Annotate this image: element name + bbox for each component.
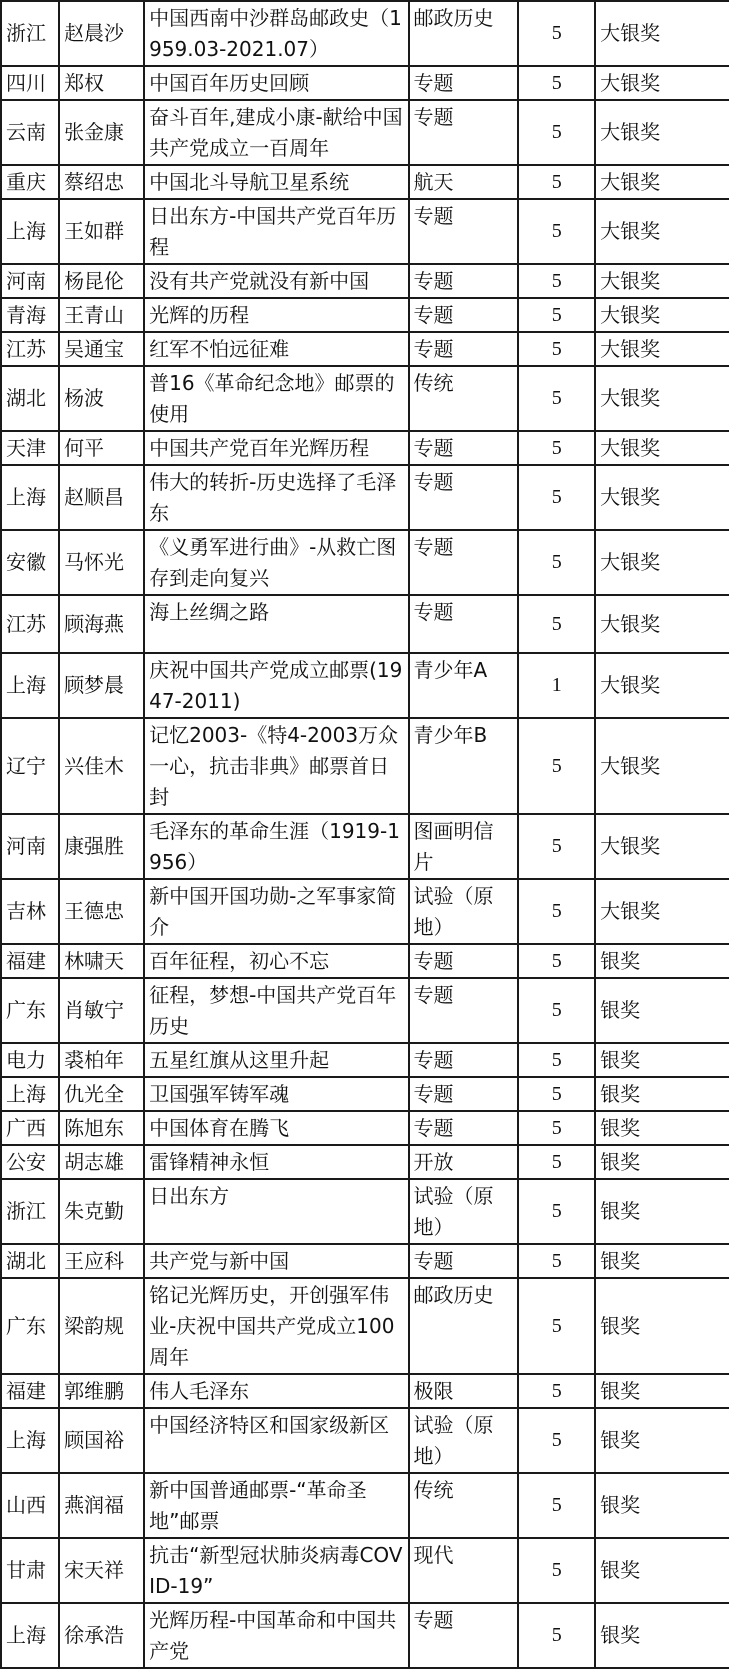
cell-category: 专题 <box>409 66 519 100</box>
cell-score: 5 <box>518 1179 595 1244</box>
cell-title: 中国经济特区和国家级新区 <box>144 1408 408 1473</box>
table-row <box>1 1374 729 1408</box>
cell-score: 5 <box>518 1111 595 1145</box>
cell-category: 专题 <box>409 431 519 465</box>
cell-award: 大银奖 <box>595 530 729 595</box>
cell-province: 湖北 <box>1 366 59 431</box>
cell-title: 没有共产党就没有新中国 <box>144 264 408 298</box>
cell-title: 新中国开国功勋-之军事家简介 <box>144 879 408 944</box>
cell-name: 吴通宝 <box>59 332 144 366</box>
cell-province: 上海 <box>1 653 59 718</box>
cell-award: 银奖 <box>595 1043 729 1077</box>
cell-award: 银奖 <box>595 1111 729 1145</box>
table-row <box>1 1603 729 1668</box>
cell-province: 河南 <box>1 264 59 298</box>
cell-category: 专题 <box>409 264 519 298</box>
cell-award: 银奖 <box>595 1603 729 1668</box>
cell-score: 5 <box>518 1077 595 1111</box>
cell-score: 5 <box>518 944 595 978</box>
cell-category: 专题 <box>409 100 519 165</box>
cell-province: 电力 <box>1 1043 59 1077</box>
cell-title: 中国北斗导航卫星系统 <box>144 165 408 199</box>
cell-award: 大银奖 <box>595 431 729 465</box>
cell-province: 广东 <box>1 978 59 1043</box>
table-row <box>1 595 729 653</box>
cell-province: 广西 <box>1 1111 59 1145</box>
cell-score: 5 <box>518 978 595 1043</box>
cell-province: 云南 <box>1 100 59 165</box>
cell-name: 王如群 <box>59 199 144 264</box>
cell-title: 奋斗百年,建成小康-献给中国共产党成立一百周年 <box>144 100 408 165</box>
cell-province: 上海 <box>1 1408 59 1473</box>
cell-title: 庆祝中国共产党成立邮票(1947-2011) <box>144 653 408 718</box>
cell-category: 青少年A <box>409 653 519 718</box>
cell-score: 5 <box>518 530 595 595</box>
cell-score: 5 <box>518 1408 595 1473</box>
cell-title: 征程，梦想-中国共产党百年历史 <box>144 978 408 1043</box>
cell-province: 上海 <box>1 199 59 264</box>
cell-title: 中国体育在腾飞 <box>144 1111 408 1145</box>
cell-province: 重庆 <box>1 165 59 199</box>
cell-award: 银奖 <box>595 1538 729 1603</box>
cell-name: 杨昆伦 <box>59 264 144 298</box>
cell-score: 5 <box>518 332 595 366</box>
cell-title: 铭记光辉历史，开创强军伟业-庆祝中国共产党成立100周年 <box>144 1278 408 1374</box>
cell-name: 杨波 <box>59 366 144 431</box>
cell-category: 专题 <box>409 530 519 595</box>
cell-score: 5 <box>518 1043 595 1077</box>
cell-title: 伟大的转折-历史选择了毛泽东 <box>144 465 408 530</box>
cell-award: 大银奖 <box>595 165 729 199</box>
cell-score: 5 <box>518 814 595 879</box>
table-row <box>1 332 729 366</box>
cell-name: 林啸天 <box>59 944 144 978</box>
cell-score: 5 <box>518 431 595 465</box>
cell-title: 日出东方-中国共产党百年历程 <box>144 199 408 264</box>
table-row <box>1 1473 729 1538</box>
table-row <box>1 1111 729 1145</box>
table-row <box>1 1538 729 1603</box>
cell-category: 专题 <box>409 595 519 653</box>
cell-category: 青少年B <box>409 718 519 814</box>
table-row <box>1 1408 729 1473</box>
cell-award: 银奖 <box>595 1145 729 1179</box>
table-row <box>1 1278 729 1374</box>
cell-category: 图画明信片 <box>409 814 519 879</box>
cell-title: 光辉的历程 <box>144 298 408 332</box>
cell-name: 赵晨沙 <box>59 1 144 66</box>
table-row <box>1 1244 729 1278</box>
cell-title: 新中国普通邮票-“革命圣地”邮票 <box>144 1473 408 1538</box>
cell-award: 大银奖 <box>595 264 729 298</box>
cell-title: 海上丝绸之路 <box>144 595 408 653</box>
cell-category: 传统 <box>409 366 519 431</box>
cell-title: 红军不怕远征难 <box>144 332 408 366</box>
cell-title: 中国百年历史回顾 <box>144 66 408 100</box>
table-row <box>1 431 729 465</box>
cell-score: 5 <box>518 1145 595 1179</box>
cell-title: 百年征程，初心不忘 <box>144 944 408 978</box>
cell-award: 大银奖 <box>595 199 729 264</box>
cell-award: 银奖 <box>595 1473 729 1538</box>
cell-award: 大银奖 <box>595 653 729 718</box>
cell-name: 梁韵规 <box>59 1278 144 1374</box>
table-row <box>1 298 729 332</box>
table-row <box>1 978 729 1043</box>
cell-name: 徐承浩 <box>59 1603 144 1668</box>
cell-score: 5 <box>518 199 595 264</box>
cell-province: 上海 <box>1 465 59 530</box>
cell-score: 5 <box>518 879 595 944</box>
cell-province: 浙江 <box>1 1 59 66</box>
cell-category: 极限 <box>409 1374 519 1408</box>
cell-category: 专题 <box>409 332 519 366</box>
cell-award: 银奖 <box>595 1374 729 1408</box>
cell-province: 湖北 <box>1 1244 59 1278</box>
cell-province: 上海 <box>1 1077 59 1111</box>
cell-award: 大银奖 <box>595 298 729 332</box>
cell-name: 宋天祥 <box>59 1538 144 1603</box>
cell-name: 胡志雄 <box>59 1145 144 1179</box>
cell-score: 5 <box>518 718 595 814</box>
table-row <box>1 718 729 814</box>
table-row <box>1 653 729 718</box>
cell-title: 《义勇军进行曲》-从救亡图存到走向复兴 <box>144 530 408 595</box>
cell-name: 顾梦晨 <box>59 653 144 718</box>
cell-province: 江苏 <box>1 332 59 366</box>
cell-title: 日出东方 <box>144 1179 408 1244</box>
cell-award: 大银奖 <box>595 595 729 653</box>
cell-score: 5 <box>518 1244 595 1278</box>
cell-award: 银奖 <box>595 1408 729 1473</box>
cell-score: 5 <box>518 1538 595 1603</box>
cell-name: 朱克勤 <box>59 1179 144 1244</box>
cell-name: 赵顺昌 <box>59 465 144 530</box>
table-row <box>1 814 729 879</box>
cell-award: 银奖 <box>595 978 729 1043</box>
cell-province: 福建 <box>1 1374 59 1408</box>
cell-province: 福建 <box>1 944 59 978</box>
table-row <box>1 100 729 165</box>
cell-name: 燕润福 <box>59 1473 144 1538</box>
cell-award: 银奖 <box>595 1179 729 1244</box>
cell-name: 蔡绍忠 <box>59 165 144 199</box>
table-row <box>1 1179 729 1244</box>
cell-province: 山西 <box>1 1473 59 1538</box>
table-row <box>1 1 729 66</box>
cell-province: 江苏 <box>1 595 59 653</box>
cell-name: 何平 <box>59 431 144 465</box>
cell-score: 5 <box>518 1278 595 1374</box>
cell-category: 航天 <box>409 165 519 199</box>
cell-name: 顾国裕 <box>59 1408 144 1473</box>
cell-province: 广东 <box>1 1278 59 1374</box>
cell-award: 大银奖 <box>595 1 729 66</box>
cell-category: 专题 <box>409 944 519 978</box>
cell-category: 专题 <box>409 1603 519 1668</box>
cell-category: 邮政历史 <box>409 1278 519 1374</box>
cell-category: 专题 <box>409 1043 519 1077</box>
cell-title: 中国共产党百年光辉历程 <box>144 431 408 465</box>
table-row <box>1 66 729 100</box>
table-row <box>1 465 729 530</box>
cell-province: 公安 <box>1 1145 59 1179</box>
cell-score: 5 <box>518 100 595 165</box>
cell-category: 专题 <box>409 298 519 332</box>
cell-score: 5 <box>518 465 595 530</box>
cell-title: 共产党与新中国 <box>144 1244 408 1278</box>
cell-score: 5 <box>518 66 595 100</box>
cell-title: 卫国强军铸军魂 <box>144 1077 408 1111</box>
cell-name: 肖敏宁 <box>59 978 144 1043</box>
cell-score: 5 <box>518 595 595 653</box>
cell-province: 辽宁 <box>1 718 59 814</box>
cell-name: 王德忠 <box>59 879 144 944</box>
cell-category: 试验（原地） <box>409 879 519 944</box>
cell-category: 现代 <box>409 1538 519 1603</box>
cell-award: 大银奖 <box>595 718 729 814</box>
cell-title: 伟人毛泽东 <box>144 1374 408 1408</box>
cell-province: 浙江 <box>1 1179 59 1244</box>
cell-score: 5 <box>518 1374 595 1408</box>
cell-province: 甘肃 <box>1 1538 59 1603</box>
cell-score: 1 <box>518 653 595 718</box>
cell-title: 光辉历程-中国革命和中国共产党 <box>144 1603 408 1668</box>
cell-category: 试验（原地） <box>409 1408 519 1473</box>
cell-score: 5 <box>518 1 595 66</box>
table-row <box>1 530 729 595</box>
cell-score: 5 <box>518 264 595 298</box>
cell-title: 中国西南中沙群岛邮政史（1959.03-2021.07） <box>144 1 408 66</box>
cell-score: 5 <box>518 1603 595 1668</box>
cell-award: 大银奖 <box>595 366 729 431</box>
cell-category: 传统 <box>409 1473 519 1538</box>
cell-category: 专题 <box>409 1077 519 1111</box>
cell-province: 四川 <box>1 66 59 100</box>
cell-name: 陈旭东 <box>59 1111 144 1145</box>
cell-award: 大银奖 <box>595 332 729 366</box>
cell-award: 大银奖 <box>595 465 729 530</box>
cell-title: 记忆2003-《特4-2003万众一心，抗击非典》邮票首日封 <box>144 718 408 814</box>
cell-award: 银奖 <box>595 1077 729 1111</box>
table-row <box>1 879 729 944</box>
cell-province: 青海 <box>1 298 59 332</box>
table-row <box>1 1077 729 1111</box>
cell-name: 郭维鹏 <box>59 1374 144 1408</box>
cell-name: 王应科 <box>59 1244 144 1278</box>
cell-score: 5 <box>518 298 595 332</box>
cell-name: 张金康 <box>59 100 144 165</box>
table-row <box>1 199 729 264</box>
cell-award: 大银奖 <box>595 879 729 944</box>
cell-name: 马怀光 <box>59 530 144 595</box>
cell-province: 上海 <box>1 1603 59 1668</box>
cell-category: 专题 <box>409 1244 519 1278</box>
cell-award: 银奖 <box>595 1244 729 1278</box>
cell-category: 试验（原地） <box>409 1179 519 1244</box>
cell-province: 天津 <box>1 431 59 465</box>
cell-award: 银奖 <box>595 1278 729 1374</box>
cell-name: 裘柏年 <box>59 1043 144 1077</box>
cell-title: 抗击“新型冠状肺炎病毒COVID-19” <box>144 1538 408 1603</box>
table-row <box>1 165 729 199</box>
cell-name: 兴佳木 <box>59 718 144 814</box>
cell-award: 大银奖 <box>595 66 729 100</box>
cell-province: 河南 <box>1 814 59 879</box>
cell-category: 专题 <box>409 199 519 264</box>
cell-name: 顾海燕 <box>59 595 144 653</box>
cell-title: 雷锋精神永恒 <box>144 1145 408 1179</box>
table-row <box>1 264 729 298</box>
cell-title: 普16《革命纪念地》邮票的使用 <box>144 366 408 431</box>
cell-award: 大银奖 <box>595 814 729 879</box>
cell-name: 康强胜 <box>59 814 144 879</box>
cell-score: 5 <box>518 165 595 199</box>
cell-province: 安徽 <box>1 530 59 595</box>
table-row <box>1 1043 729 1077</box>
table-row <box>1 366 729 431</box>
table-row <box>1 944 729 978</box>
cell-award: 大银奖 <box>595 100 729 165</box>
cell-title: 五星红旗从这里升起 <box>144 1043 408 1077</box>
cell-name: 王青山 <box>59 298 144 332</box>
cell-name: 仇光全 <box>59 1077 144 1111</box>
table-row <box>1 1145 729 1179</box>
cell-name: 郑权 <box>59 66 144 100</box>
cell-category: 邮政历史 <box>409 1 519 66</box>
cell-title: 毛泽东的革命生涯（1919-1956） <box>144 814 408 879</box>
cell-category: 专题 <box>409 978 519 1043</box>
cell-province: 吉林 <box>1 879 59 944</box>
cell-award: 银奖 <box>595 944 729 978</box>
cell-category: 专题 <box>409 465 519 530</box>
cell-category: 开放 <box>409 1145 519 1179</box>
cell-category: 专题 <box>409 1111 519 1145</box>
cell-score: 5 <box>518 366 595 431</box>
cell-score: 5 <box>518 1473 595 1538</box>
